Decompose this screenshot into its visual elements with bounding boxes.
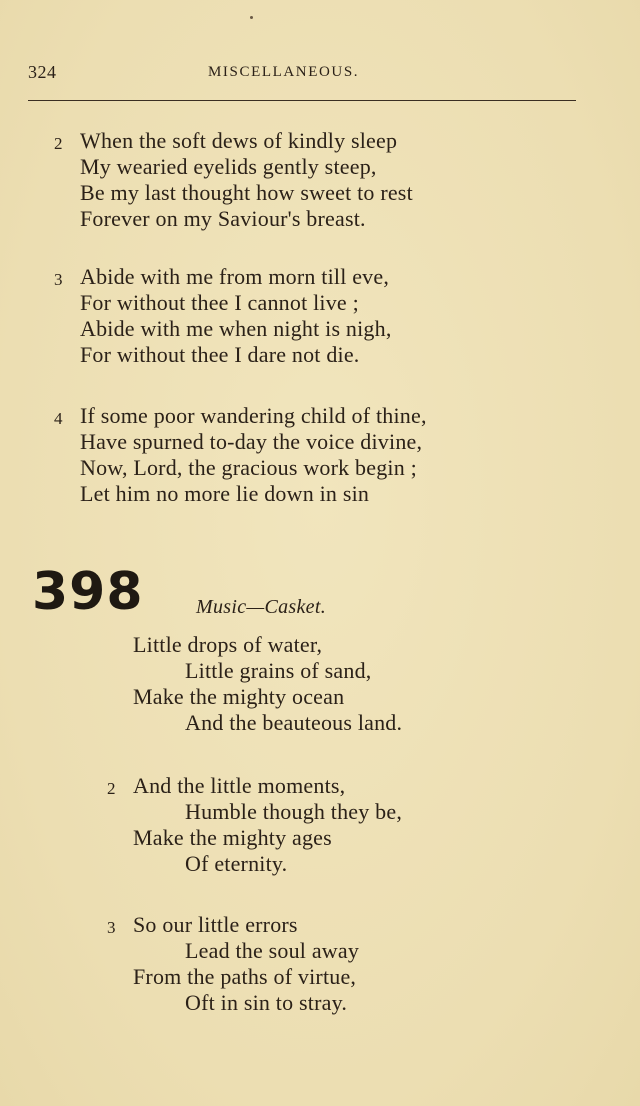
stanza-line: And the little moments,: [133, 773, 346, 798]
stanza-line: For without thee I dare not die.: [80, 342, 360, 367]
stanza-line: Abide with me from morn till eve,: [80, 264, 390, 289]
stanza-line: Be my last thought how sweet to rest: [80, 180, 413, 205]
stanza-line: Make the mighty ocean: [133, 684, 345, 709]
stanza-line: And the beauteous land.: [185, 710, 403, 735]
stanza-line: Little grains of sand,: [185, 658, 372, 683]
stanza-line: Have spurned to-day the voice divine,: [80, 429, 423, 454]
hymn-number: 398: [32, 562, 144, 622]
running-title: MISCELLANEOUS.: [208, 64, 360, 80]
stanza-2-top: [54, 128, 413, 232]
stanza-line: Forever on my Saviour's breast.: [80, 206, 366, 231]
stanza-2-bottom: [107, 773, 403, 877]
stanza-line: Oft in sin to stray.: [185, 990, 348, 1015]
stanza-number: 3: [107, 918, 116, 937]
stanza-3-bottom: [107, 912, 360, 1016]
stanza-line: Lead the soul away: [185, 938, 360, 963]
stanza-line: When the soft dews of kindly sleep: [80, 128, 398, 153]
stanza-line: Humble though they be,: [185, 799, 403, 824]
stanza-3-top: [54, 264, 392, 368]
stanza-4-top: [54, 403, 427, 507]
stanza-number: 2: [54, 134, 63, 153]
stanza-line: For without thee I cannot live ;: [80, 290, 359, 315]
stanza-line: Make the mighty ages: [133, 825, 332, 850]
stanza-number: 4: [54, 409, 63, 428]
tune-name: Music—Casket.: [196, 596, 326, 618]
page-header: [28, 62, 576, 86]
header-rule: [28, 100, 576, 101]
stanza-number: 2: [107, 779, 116, 798]
stanza-line: Of eternity.: [185, 851, 288, 876]
stanza-1-bottom: [133, 632, 402, 736]
page-number: 324: [28, 62, 57, 82]
ink-speck: [250, 16, 253, 19]
stanza-line: Let him no more lie down in sin: [80, 481, 370, 506]
stanza-number: 3: [54, 270, 63, 289]
stanza-line: So our little errors: [133, 912, 298, 937]
stanza-line: Abide with me when night is nigh,: [80, 316, 392, 341]
stanza-line: Little drops of water,: [133, 632, 323, 657]
stanza-line: Now, Lord, the gracious work begin ;: [80, 455, 417, 480]
stanza-line: My wearied eyelids gently steep,: [80, 154, 377, 179]
stanza-line: From the paths of virtue,: [133, 964, 357, 989]
stanza-line: If some poor wandering child of thine,: [80, 403, 427, 428]
